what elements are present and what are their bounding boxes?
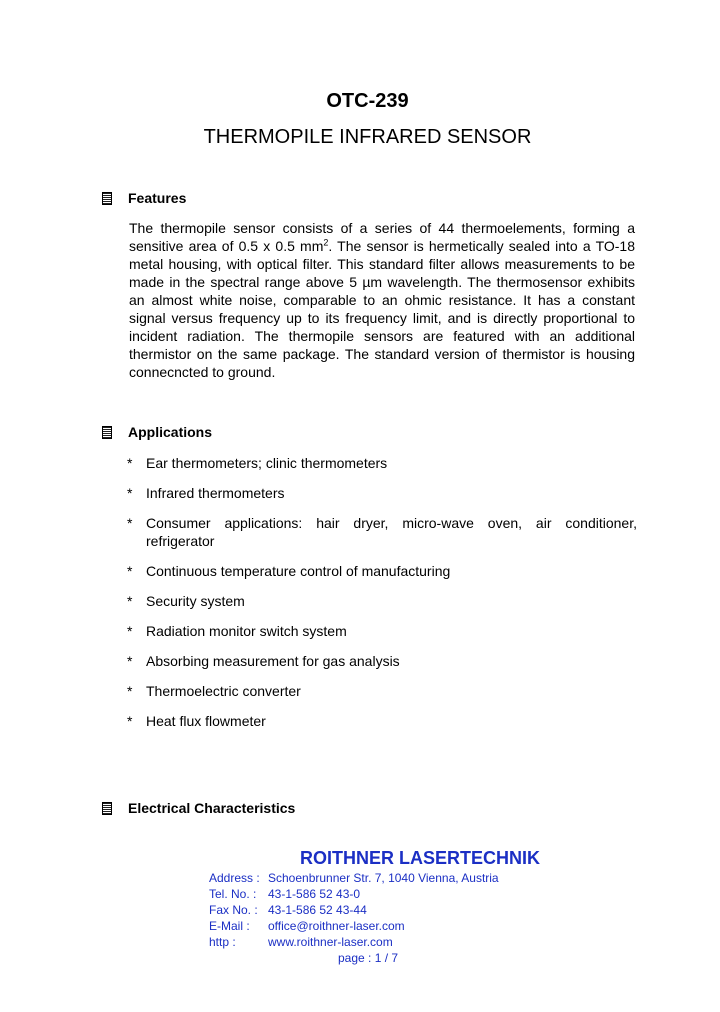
tel-label: Tel. No. : <box>209 887 257 901</box>
application-text: Ear thermometers; clinic thermometers <box>146 455 388 471</box>
list-item <box>127 682 637 700</box>
application-text: Radiation monitor switch system <box>146 623 347 639</box>
asterisk-bullet: * <box>127 485 133 501</box>
application-text: Security system <box>146 593 245 609</box>
list-item <box>127 592 637 610</box>
list-item <box>127 562 637 580</box>
application-text: Continuous temperature control of manufacturing <box>146 563 451 579</box>
list-item <box>127 712 637 730</box>
fax-label: Fax No. : <box>209 903 258 917</box>
asterisk-bullet: * <box>127 623 133 639</box>
address-label: Address : <box>209 871 260 885</box>
section-heading-applications <box>102 423 212 441</box>
application-text: Thermoelectric converter <box>146 683 301 699</box>
list-item <box>127 514 637 550</box>
asterisk-bullet: * <box>127 683 133 699</box>
application-text: Infrared thermometers <box>146 485 285 501</box>
application-text: Consumer applications: hair dryer, micro-wave oven, air conditioner, refrigerator <box>146 515 637 549</box>
email-label: E-Mail : <box>209 919 250 933</box>
features-text-part2: . The sensor is hermetically sealed into a TO-18 metal housing, with optical filter. This standard filter allows measurements to be made in the spectral range above 5 µm wavelength. The thermosensor exhibits an almost white noise, comparable to an ohmic resistance. It has a constant signal versus frequency up to its frequency limit, and is directly proportional to incident radiation. The thermopile sensors are featured with an additional thermistor on the same package. The standard version of thermistor is housing connecncted to ground. <box>129 238 635 380</box>
tel-row <box>209 886 360 902</box>
asterisk-bullet: * <box>127 713 133 729</box>
company-name: ROITHNER LASERTECHNIK <box>300 848 541 868</box>
asterisk-bullet: * <box>127 593 133 609</box>
applications-heading: Applications <box>128 424 213 440</box>
section-bullet-icon <box>102 802 112 815</box>
section-heading-features <box>102 189 186 207</box>
list-item <box>127 652 637 670</box>
section-bullet-icon <box>102 192 112 205</box>
address-value: Schoenbrunner Str. 7, 1040 Vienna, Austria <box>268 871 499 885</box>
features-text-part1: The thermopile sensor consists of a series of 44 thermoelements, forming a sensitive area of 0.5 x 0.5 mm <box>129 220 635 254</box>
section-bullet-icon <box>102 426 112 439</box>
document-title: OTC-239 <box>326 90 409 112</box>
website-link[interactable]: www.roithner-laser.com <box>268 935 393 949</box>
features-text-superscript: 2 <box>323 237 329 248</box>
fax-row <box>209 902 367 918</box>
list-item <box>127 484 637 502</box>
asterisk-bullet: * <box>127 455 133 471</box>
list-item <box>127 622 637 640</box>
address-row <box>209 870 499 886</box>
electrical-heading: Electrical Characteristics <box>128 800 296 816</box>
section-heading-electrical <box>102 799 295 817</box>
asterisk-bullet: * <box>127 563 133 579</box>
application-text: Absorbing measurement for gas analysis <box>146 653 400 669</box>
asterisk-bullet: * <box>127 515 133 531</box>
document-subtitle: THERMOPILE INFRARED SENSOR <box>203 126 532 148</box>
features-paragraph <box>129 219 635 381</box>
email-link[interactable]: office@roithner-laser.com <box>268 919 405 933</box>
application-text: Heat flux flowmeter <box>146 713 266 729</box>
page-number: page : 1 / 7 <box>338 951 399 965</box>
tel-value: 43-1-586 52 43-0 <box>268 887 361 901</box>
http-row <box>209 934 393 950</box>
http-label: http : <box>209 935 236 949</box>
features-heading: Features <box>128 190 187 206</box>
list-item <box>127 454 637 472</box>
asterisk-bullet: * <box>127 653 133 669</box>
email-row <box>209 918 405 934</box>
fax-value: 43-1-586 52 43-44 <box>268 903 367 917</box>
